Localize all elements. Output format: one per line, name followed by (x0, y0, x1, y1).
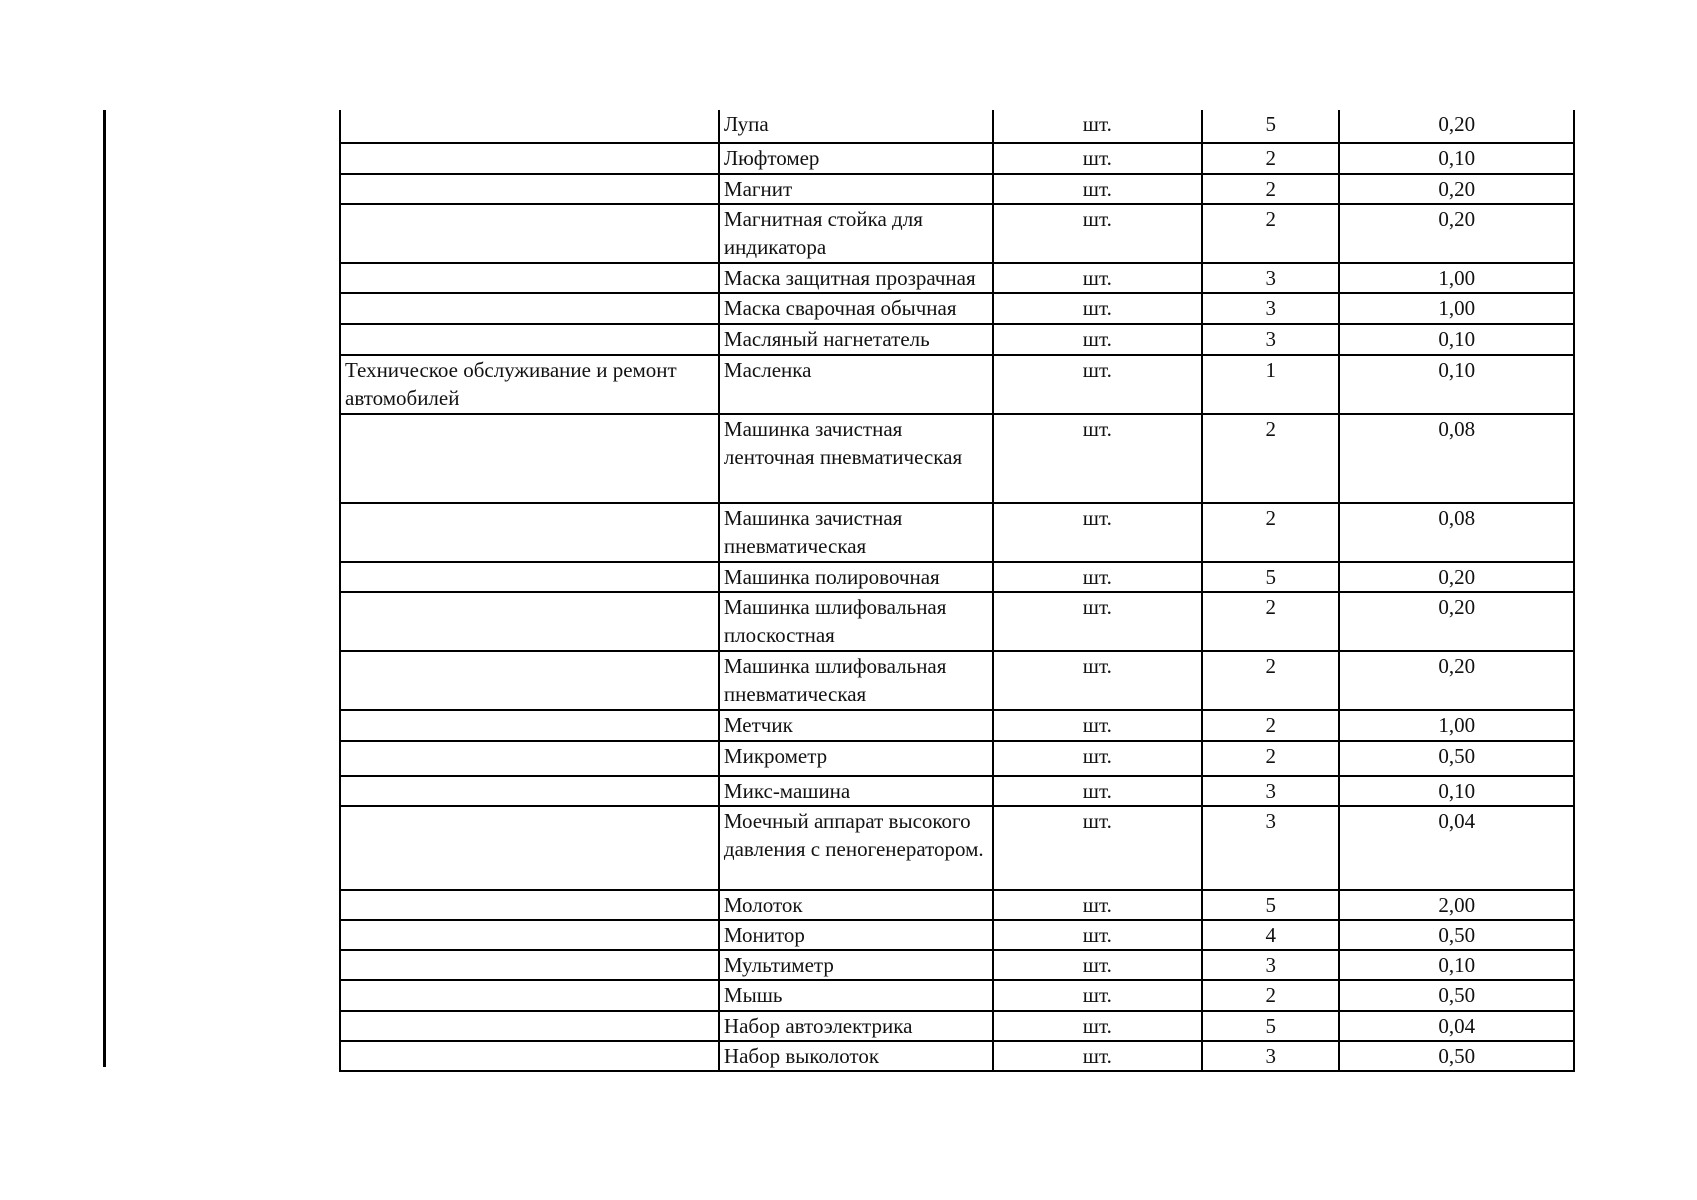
item-unit: шт. (993, 651, 1203, 710)
left-margin-line (103, 110, 106, 1067)
section-cell (340, 293, 719, 324)
item-value: 0,50 (1339, 741, 1574, 776)
item-quantity: 2 (1202, 174, 1339, 204)
item-unit: шт. (993, 741, 1203, 776)
item-name: Машинка полировочная (719, 562, 993, 592)
table-row (340, 920, 1574, 950)
item-unit: шт. (993, 110, 1203, 143)
item-unit: шт. (993, 562, 1203, 592)
item-quantity: 2 (1202, 651, 1339, 710)
item-quantity: 5 (1202, 110, 1339, 143)
item-quantity: 5 (1202, 562, 1339, 592)
equipment-table (339, 110, 1575, 1072)
item-quantity: 2 (1202, 741, 1339, 776)
section-cell (340, 950, 719, 980)
item-unit: шт. (993, 174, 1203, 204)
table-row (340, 776, 1574, 806)
item-unit: шт. (993, 980, 1203, 1011)
item-name: Микс-машина (719, 776, 993, 806)
section-cell (340, 143, 719, 174)
item-name: Магнитная стойка для индикатора (719, 204, 993, 263)
item-unit: шт. (993, 806, 1203, 890)
item-name: Машинка зачистная ленточная пневматическая (719, 414, 993, 503)
section-cell (340, 920, 719, 950)
item-quantity: 5 (1202, 890, 1339, 920)
table-row (340, 950, 1574, 980)
item-quantity: 3 (1202, 1041, 1339, 1071)
item-value: 0,50 (1339, 980, 1574, 1011)
table-row (340, 324, 1574, 355)
table-row (340, 710, 1574, 741)
table-row (340, 204, 1574, 263)
item-quantity: 2 (1202, 592, 1339, 651)
item-name: Моечный аппарат высокого давления с пеногенератором. (719, 806, 993, 890)
item-unit: шт. (993, 204, 1203, 263)
item-value: 0,10 (1339, 355, 1574, 414)
section-cell (340, 741, 719, 776)
section-cell (340, 263, 719, 293)
item-name: Мультиметр (719, 950, 993, 980)
item-value: 0,08 (1339, 414, 1574, 503)
item-name: Набор автоэлектрика (719, 1011, 993, 1041)
table-row (340, 651, 1574, 710)
section-cell (340, 562, 719, 592)
item-unit: шт. (993, 710, 1203, 741)
item-unit: шт. (993, 592, 1203, 651)
section-label: Техническое обслуживание и ремонт автомобилей (340, 355, 719, 414)
section-cell (340, 174, 719, 204)
table-row (340, 980, 1574, 1011)
section-cell (340, 651, 719, 710)
item-unit: шт. (993, 1041, 1203, 1071)
table-row (340, 503, 1574, 562)
table-row (340, 562, 1574, 592)
item-quantity: 2 (1202, 414, 1339, 503)
item-quantity: 2 (1202, 710, 1339, 741)
section-cell (340, 204, 719, 263)
section-cell (340, 1041, 719, 1071)
item-name: Маска защитная прозрачная (719, 263, 993, 293)
item-value: 0,50 (1339, 920, 1574, 950)
item-unit: шт. (993, 950, 1203, 980)
table-row (340, 741, 1574, 776)
section-cell (340, 710, 719, 741)
item-unit: шт. (993, 1011, 1203, 1041)
item-quantity: 1 (1202, 355, 1339, 414)
section-cell (340, 592, 719, 651)
item-name: Масленка (719, 355, 993, 414)
table-row (340, 143, 1574, 174)
item-quantity: 3 (1202, 293, 1339, 324)
item-unit: шт. (993, 143, 1203, 174)
table-row (340, 174, 1574, 204)
table-row (340, 1011, 1574, 1041)
item-value: 0,20 (1339, 110, 1574, 143)
item-value: 2,00 (1339, 890, 1574, 920)
item-unit: шт. (993, 324, 1203, 355)
table-row (340, 110, 1574, 143)
item-unit: шт. (993, 920, 1203, 950)
item-value: 0,20 (1339, 204, 1574, 263)
table-row (340, 1041, 1574, 1071)
table-row (340, 806, 1574, 890)
table-row (340, 592, 1574, 651)
item-name: Метчик (719, 710, 993, 741)
item-quantity: 3 (1202, 776, 1339, 806)
table-row (340, 355, 1574, 414)
item-value: 1,00 (1339, 263, 1574, 293)
table-row (340, 890, 1574, 920)
item-quantity: 2 (1202, 980, 1339, 1011)
item-quantity: 2 (1202, 204, 1339, 263)
item-value: 0,10 (1339, 143, 1574, 174)
item-name: Мышь (719, 980, 993, 1011)
section-cell (340, 806, 719, 890)
item-name: Монитор (719, 920, 993, 950)
item-quantity: 2 (1202, 143, 1339, 174)
section-cell (340, 110, 719, 143)
item-value: 0,04 (1339, 806, 1574, 890)
table-row (340, 263, 1574, 293)
item-value: 0,10 (1339, 776, 1574, 806)
item-unit: шт. (993, 776, 1203, 806)
item-unit: шт. (993, 890, 1203, 920)
item-name: Люфтомер (719, 143, 993, 174)
item-name: Масляный нагнетатель (719, 324, 993, 355)
item-value: 0,10 (1339, 950, 1574, 980)
item-name: Магнит (719, 174, 993, 204)
item-unit: шт. (993, 414, 1203, 503)
item-name: Маска сварочная обычная (719, 293, 993, 324)
section-cell (340, 503, 719, 562)
section-cell (340, 324, 719, 355)
item-unit: шт. (993, 263, 1203, 293)
item-name: Машинка зачистная пневматическая (719, 503, 993, 562)
item-quantity: 3 (1202, 950, 1339, 980)
item-name: Машинка шлифовальная пневматическая (719, 651, 993, 710)
item-value: 0,50 (1339, 1041, 1574, 1071)
item-name: Молоток (719, 890, 993, 920)
item-value: 1,00 (1339, 710, 1574, 741)
item-name: Лупа (719, 110, 993, 143)
item-name: Машинка шлифовальная плоскостная (719, 592, 993, 651)
item-unit: шт. (993, 293, 1203, 324)
item-quantity: 2 (1202, 503, 1339, 562)
section-cell (340, 980, 719, 1011)
item-value: 0,20 (1339, 592, 1574, 651)
item-quantity: 3 (1202, 263, 1339, 293)
item-quantity: 3 (1202, 806, 1339, 890)
item-quantity: 5 (1202, 1011, 1339, 1041)
section-cell (340, 776, 719, 806)
item-unit: шт. (993, 503, 1203, 562)
item-value: 0,20 (1339, 651, 1574, 710)
item-quantity: 4 (1202, 920, 1339, 950)
section-cell (340, 1011, 719, 1041)
table-row (340, 293, 1574, 324)
section-cell (340, 414, 719, 503)
item-value: 0,20 (1339, 562, 1574, 592)
item-value: 0,20 (1339, 174, 1574, 204)
item-value: 0,04 (1339, 1011, 1574, 1041)
item-quantity: 3 (1202, 324, 1339, 355)
item-name: Микрометр (719, 741, 993, 776)
item-value: 0,08 (1339, 503, 1574, 562)
section-cell (340, 890, 719, 920)
item-name: Набор выколоток (719, 1041, 993, 1071)
item-unit: шт. (993, 355, 1203, 414)
item-value: 1,00 (1339, 293, 1574, 324)
table-row (340, 414, 1574, 503)
item-value: 0,10 (1339, 324, 1574, 355)
